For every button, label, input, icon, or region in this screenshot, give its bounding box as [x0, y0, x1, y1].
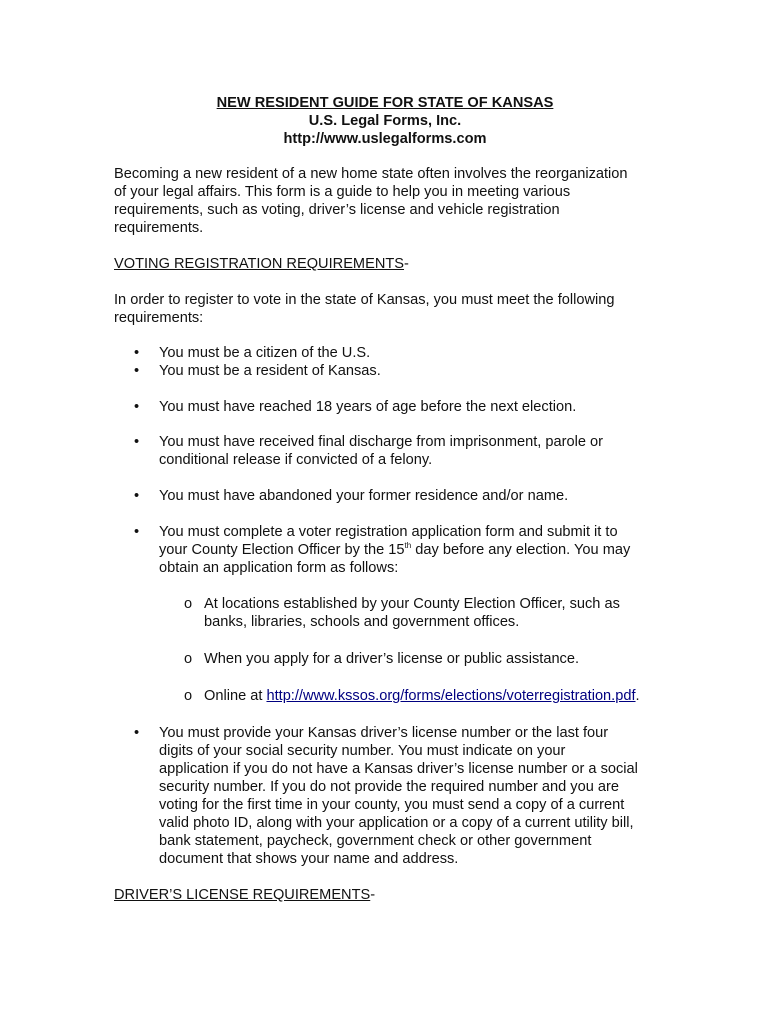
bullet-item — [134, 433, 603, 469]
bullet-item — [134, 487, 569, 505]
text-line: requirements, such as voting, driver’s license and vehicle registration — [114, 202, 560, 218]
text-line: You must have received final discharge from imprisonment, parole or — [159, 434, 603, 450]
document-title: NEW RESIDENT GUIDE FOR STATE OF KANSAS — [216, 95, 554, 111]
sub-bullet-item — [184, 650, 580, 668]
bullet-icon: • — [134, 363, 140, 379]
text-line: valid photo ID, along with your application or a copy of a current utility bill, — [159, 815, 634, 831]
bullet-icon: • — [134, 345, 140, 361]
text-line: You must have abandoned your former residence and/or name. — [159, 488, 569, 504]
text-line: banks, libraries, schools and government offices. — [204, 614, 520, 630]
voter-registration-link[interactable]: http://www.kssos.org/forms/elections/voterregistration.pdf — [266, 688, 636, 704]
drivers-heading — [114, 886, 375, 904]
text-line: of your legal affairs. This form is a guide to help you in meeting various — [114, 184, 571, 200]
text-line: obtain an application form as follows: — [159, 560, 399, 576]
sub-bullet-item — [184, 595, 620, 631]
text-line: voting for the first time in your county, you must send a copy of a current — [159, 797, 625, 813]
voting-intro — [114, 291, 615, 327]
bullet-icon: • — [134, 488, 140, 504]
heading-dash: - — [404, 256, 409, 272]
text-line: You must be a resident of Kansas. — [159, 363, 381, 379]
text-line: Becoming a new resident of a new home state often involves the reorganization — [114, 166, 628, 182]
text-line: security number. If you do not provide the required number and you are — [159, 779, 619, 795]
document-header — [0, 94, 770, 148]
text-line: You must be a citizen of the U.S. — [159, 345, 371, 361]
drivers-heading-text: DRIVER’S LICENSE REQUIREMENTS — [114, 887, 371, 903]
bullet-item-application — [134, 523, 631, 577]
company-name: U.S. Legal Forms, Inc. — [308, 113, 462, 129]
text-line: conditional release if convicted of a felony. — [159, 452, 433, 468]
text-line: In order to register to vote in the state of Kansas, you must meet the following — [114, 292, 615, 308]
text-line: digits of your social security number. You must indicate on your — [159, 743, 566, 759]
text-line: document that shows your name and address. — [159, 851, 459, 867]
sub-bullet-icon: o — [184, 688, 193, 704]
text-line: At locations established by your County Election Officer, such as — [204, 596, 620, 612]
bullet-item-id-requirement — [134, 724, 638, 868]
text-line: your County Election Officer by the 15th day before any election. You may — [159, 541, 631, 558]
company-website: http://www.uslegalforms.com — [283, 131, 487, 147]
text-line: application if you do not have a Kansas driver’s license number or a social — [159, 761, 638, 777]
online-prefix: Online at — [204, 688, 267, 704]
bullet-icon: • — [134, 434, 140, 450]
bullet-item — [134, 344, 371, 362]
sub-bullet-icon: o — [184, 651, 193, 667]
heading-dash: - — [370, 887, 376, 903]
voting-heading — [114, 255, 409, 273]
sub-bullet-item-online — [184, 687, 640, 705]
voting-heading-text: VOTING REGISTRATION REQUIREMENTS — [114, 256, 405, 272]
text-line: You must complete a voter registration application form and submit it to — [159, 524, 618, 540]
bullet-item — [134, 398, 577, 416]
text-line: You must have reached 18 years of age before the next election. — [159, 399, 577, 415]
text-line: requirements. — [114, 220, 204, 236]
text-line: requirements: — [114, 310, 204, 326]
sub-bullet-icon: o — [184, 596, 193, 612]
bullet-icon: • — [134, 524, 140, 540]
bullet-icon: • — [134, 725, 140, 741]
text-line: bank statement, paycheck, government check or other government — [159, 833, 592, 849]
text-line: When you apply for a driver’s license or public assistance. — [204, 651, 580, 667]
text-line: You must provide your Kansas driver’s license number or the last four — [159, 725, 609, 741]
bullet-item — [134, 362, 381, 380]
intro-paragraph — [114, 165, 628, 237]
bullet-icon: • — [134, 399, 140, 415]
period: . — [635, 688, 640, 704]
